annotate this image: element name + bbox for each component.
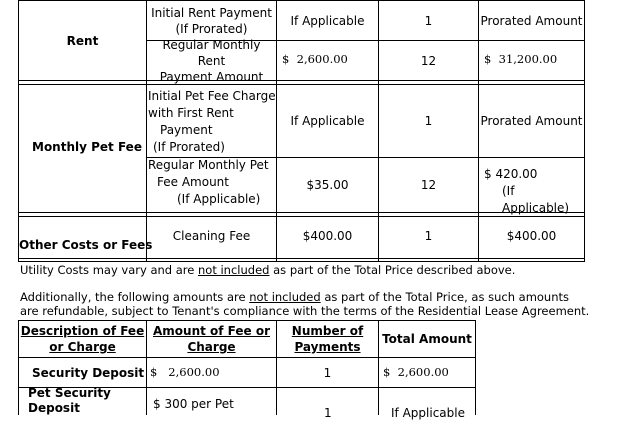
header-total: Total Amount <box>382 332 472 346</box>
rent-regular-payments: 12 <box>420 53 437 68</box>
other-cleaning-payments: 1 <box>424 228 433 243</box>
other-cleaning-amount: $400.00 <box>302 228 353 243</box>
other-cleaning-description: Cleaning Fee <box>172 228 251 243</box>
pet-regular-payments: 12 <box>420 178 437 192</box>
rent-initial-description: Initial Rent Payment (If Prorated) <box>151 5 272 36</box>
pet-security-deposit-total: If Applicable <box>391 406 465 420</box>
pet-regular-description: Regular Monthly Pet Fee Amount (If Applicable) <box>148 158 269 206</box>
pet-initial-description: Initial Pet Fee Charge with First Rent Payment (If Prorated) <box>148 89 276 154</box>
pet-regular-total: $ 420.00 (If Applicable) <box>484 167 570 215</box>
category-other-costs: Other Costs or Fees <box>19 238 153 252</box>
security-deposit-amount: $ 2,600.00 <box>150 365 220 379</box>
utility-costs-note: Utility Costs may vary and are not included as part of the Total Price described above. <box>20 263 516 277</box>
header-description: Description of Fee or Charge <box>20 324 145 354</box>
header-amount: Amount of Fee or Charge <box>152 324 270 354</box>
pet-regular-amount: $35.00 <box>306 178 349 192</box>
category-pet-fee: Monthly Pet Fee <box>32 140 142 154</box>
refundable-note: are refundable, subject to Tenant's compliance with the terms of the Residential Lease Agreement. <box>20 304 590 318</box>
rent-initial-payments: 1 <box>424 13 433 28</box>
pet-security-deposit-payments: 1 <box>324 406 332 420</box>
security-deposit-payments: 1 <box>323 365 332 380</box>
pet-security-deposit-amount: $ 300 per Pet <box>153 397 234 411</box>
additional-amounts-note: Additionally, the following amounts are not included as part of the Total Price, as such amounts <box>20 290 570 304</box>
pet-initial-amount: If Applicable <box>290 114 365 128</box>
rent-regular-description: Regular Monthly Rent Payment Amount <box>159 37 264 84</box>
category-rent: Rent <box>66 33 99 48</box>
rent-initial-amount: If Applicable <box>290 13 365 28</box>
pet-initial-total: Prorated Amount <box>480 114 583 128</box>
pet-initial-payments: 1 <box>424 114 433 128</box>
other-cleaning-total: $400.00 <box>506 228 557 243</box>
header-payments: Number of Payments <box>291 324 364 354</box>
pet-security-deposit-label: Pet Security Deposit <box>28 386 111 415</box>
rent-initial-total: Prorated Amount <box>480 13 583 28</box>
rent-regular-amount: $ 2,600.00 <box>282 52 348 66</box>
rent-regular-total: $ 31,200.00 <box>484 52 558 66</box>
security-deposit-total: $ 2,600.00 <box>383 365 449 379</box>
security-deposit-label: Security Deposit <box>32 366 145 380</box>
